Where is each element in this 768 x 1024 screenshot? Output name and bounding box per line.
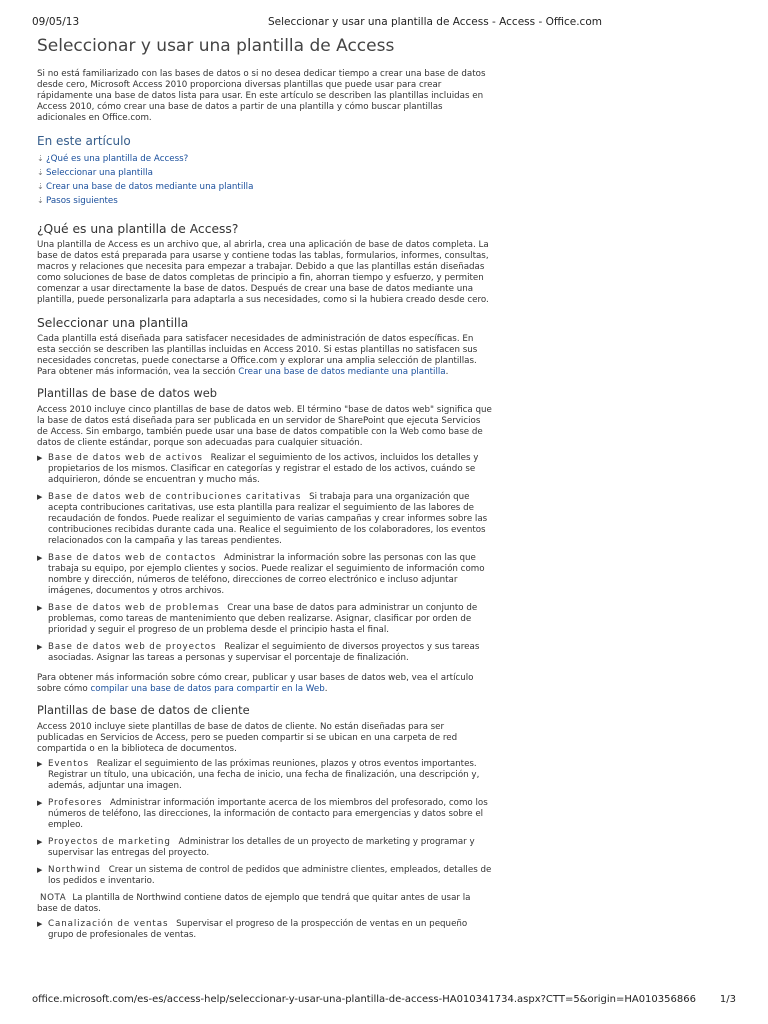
- template-description: Realizar el seguimiento de diversos proyectos y sus tareas asociadas. Asignar las tareas a personas y supervisar el porcentaje de finalización.: [48, 642, 480, 663]
- note-label: NOTA: [40, 893, 67, 903]
- toc-link-crear[interactable]: [37, 180, 493, 194]
- list-item: [37, 492, 493, 547]
- list-item: [37, 553, 493, 597]
- template-name: Base de datos web de contactos: [48, 553, 217, 563]
- intro-paragraph: Si no está familiarizado con las bases de datos o si no desea dedicar tiempo a crear una base de datos desde cero, Microsoft Access 2010 proporciona diversas plantillas que puede usar para crear rápidamente una base de datos lista para usar. En este artículo se describen las plantillas incluidas en Access 2010, cómo crear una base de datos a partir de una plantilla y cómo buscar plantillas adicionales en Office.com.: [37, 69, 486, 123]
- toc-link-seleccionar[interactable]: [37, 166, 493, 180]
- bullet-triangle-icon: ▶: [37, 493, 43, 501]
- template-name: Base de datos web de contribuciones caritativas: [48, 492, 302, 502]
- print-page-number: 1/3: [719, 994, 736, 1005]
- article: [37, 36, 493, 947]
- template-description: Administrar la información sobre las personas con las que trabaja su equipo, por ejemplo clientes y socios. Puede realizar el seguimiento de información como nombre y dirección, números de teléfono, direcciones de correo electrónico e incluso adjuntar imágenes, documentos y otros archivos.: [48, 553, 485, 596]
- web-more-paragraph: [37, 673, 493, 695]
- template-description: Crear una base de datos para administrar un conjunto de problemas, como tareas de mantenimiento que deben realizarse. Asignar, clasificar por orden de prioridad y seguir el progreso de un problema desde el principio hasta el final.: [48, 603, 478, 635]
- print-url: office.microsoft.com/es-es/access-help/seleccionar-y-usar-una-plantilla-de-access-HA010341734.aspx?CTT=5&origin=HA010356866: [32, 994, 696, 1005]
- section-paragraph-seleccionar: [37, 334, 493, 378]
- template-name: Base de datos web de proyectos: [48, 642, 217, 652]
- template-description: Realizar el seguimiento de las próximas reuniones, plazos y otros eventos importantes. Registrar un título, una ubicación, una fecha de inicio, una fecha de finalización, una descripción y, además, adjuntar una imagen.: [48, 759, 480, 791]
- arrow-down-icon: ⇣: [37, 196, 44, 205]
- section-paragraph-que-es: Una plantilla de Access es un archivo que, al abrirla, crea una aplicación de base de datos completa. La base de datos está preparada para usarse y contiene todas las tablas, formularios, informes, consultas, macros y relaciones que necesita para empezar a trabajar. Debido a que las plantillas están diseñadas como soluciones de base de datos completas de principio a fin, ahorran tiempo y esfuerzo, y permiten comenzar a usar directamente la base de datos. Después de crear una base de datos mediante una plantilla, puede personalizarla para adaptarla a sus necesidades, como si la hubiera creado desde cero.: [37, 240, 489, 305]
- toc-link-label: Crear una base de datos mediante una plantilla: [46, 182, 254, 192]
- template-name: Base de datos web de problemas: [48, 603, 220, 613]
- template-description: Administrar los detalles de un proyecto de marketing y programar y supervisar las entregas del proyecto.: [48, 837, 475, 858]
- table-of-contents: [37, 152, 493, 208]
- list-item: [37, 759, 493, 792]
- list-item: [37, 603, 493, 636]
- toc-link-que-es[interactable]: [37, 152, 493, 166]
- print-header: [32, 16, 736, 30]
- paragraph-end: .: [324, 684, 328, 694]
- toc-link-label: Seleccionar una plantilla: [46, 168, 153, 178]
- bullet-triangle-icon: ▶: [37, 838, 43, 846]
- section-heading-que-es: ¿Qué es una plantilla de Access?: [37, 222, 239, 236]
- web-templates-list: [37, 453, 493, 664]
- link-compilar-web[interactable]: compilar una base de datos para compartir en la Web: [90, 684, 325, 694]
- bullet-triangle-icon: ▶: [37, 454, 43, 462]
- bullet-triangle-icon: ▶: [37, 554, 43, 562]
- template-description: Realizar el seguimiento de los activos, incluidos los detalles y propietarios de los mismos. Clasificar en categorías y registrar el estado de los activos, cuándo se adquirieron, dónde se encuentran y mucho más.: [48, 453, 479, 485]
- bullet-triangle-icon: ▶: [37, 866, 43, 874]
- template-description: Si trabaja para una organización que acepta contribuciones caritativas, use esta plantilla para realizar el seguimiento de las labores de recaudación de fondos. Puede realizar el seguimiento de varias campañas y crear informes sobre las contribuciones recibidas durante cada una. Realice el seguimiento de los colaboradores, los eventos relacionados con la campaña y las tareas pendientes.: [48, 492, 488, 546]
- list-item: [37, 642, 493, 664]
- toc-link-pasos[interactable]: [37, 194, 493, 208]
- article-title: Seleccionar y usar una plantilla de Access: [37, 36, 395, 56]
- paragraph-text: Para obtener más información sobre cómo crear, publicar y usar bases de datos web, vea el artículo sobre cómo: [37, 673, 474, 694]
- template-name: Base de datos web de activos: [48, 453, 203, 463]
- template-name: Canalización de ventas: [48, 919, 169, 929]
- list-item: [37, 837, 493, 859]
- client-templates-list: [37, 759, 493, 887]
- bullet-triangle-icon: ▶: [37, 799, 43, 807]
- list-item: [37, 919, 493, 941]
- subsection-paragraph-cliente: Access 2010 incluye siete plantillas de base de datos de cliente. No están diseñadas para ser publicadas en Servicios de Access, pero se pueden compartir si se ubican en una carpeta de red compartida o en la biblioteca de documentos.: [37, 722, 458, 754]
- subsection-paragraph-web: Access 2010 incluye cinco plantillas de base de datos web. El término "base de datos web" significa que la base de datos está diseñada para ser publicada en un servidor de SharePoint que ejecuta Servicios de Access. Sin embargo, también puede usar una base de datos compatible con la Web como base de datos de cliente estándar, porque son adecuadas para cualquier situación.: [37, 405, 492, 448]
- list-item: [37, 453, 493, 486]
- list-item: [37, 865, 493, 887]
- toc-link-label: ¿Qué es una plantilla de Access?: [46, 154, 189, 164]
- link-crear-base-datos[interactable]: Crear una base de datos mediante una plantilla: [238, 367, 446, 377]
- arrow-down-icon: ⇣: [37, 154, 44, 163]
- client-templates-list-continued: [37, 919, 493, 941]
- bullet-triangle-icon: ▶: [37, 920, 43, 928]
- toc-link-label: Pasos siguientes: [46, 196, 118, 206]
- bullet-triangle-icon: ▶: [37, 604, 43, 612]
- arrow-down-icon: ⇣: [37, 168, 44, 177]
- bullet-triangle-icon: ▶: [37, 760, 43, 768]
- note-text: La plantilla de Northwind contiene datos de ejemplo que tendrá que quitar antes de usar la base de datos.: [37, 893, 471, 914]
- note: [37, 893, 493, 915]
- template-description: Supervisar el progreso de la prospección de ventas en un pequeño grupo de profesionales de ventas.: [48, 919, 468, 940]
- template-description: Administrar información importante acerca de los miembros del profesorado, como los números de teléfono, las direcciones, la información de contacto para emergencias y datos sobre el empleo.: [48, 798, 488, 830]
- print-page-title: Seleccionar y usar una plantilla de Access - Access - Office.com: [268, 16, 602, 28]
- template-name: Eventos: [48, 759, 90, 769]
- section-heading-seleccionar: Seleccionar una plantilla: [37, 316, 189, 330]
- print-date: 09/05/13: [32, 16, 80, 28]
- subsection-heading-cliente: Plantillas de base de datos de cliente: [37, 703, 250, 717]
- print-footer: [32, 994, 736, 1008]
- bullet-triangle-icon: ▶: [37, 643, 43, 651]
- paragraph-end: .: [445, 367, 449, 377]
- arrow-down-icon: ⇣: [37, 182, 44, 191]
- paragraph-text: Cada plantilla está diseñada para satisfacer necesidades de administración de datos específicas. En esta sección se describen las plantillas incluidas en Access 2010. Si estas plantillas no satisfacen sus necesidades concretas, puede conectarse a Office.com y explorar una amplia selección de plantillas. Para obtener más información, vea la sección: [37, 334, 478, 377]
- subsection-heading-web: Plantillas de base de datos web: [37, 386, 217, 400]
- list-item: [37, 798, 493, 831]
- template-description: Crear un sistema de control de pedidos que administre clientes, empleados, detalles de los pedidos e inventario.: [48, 865, 492, 886]
- template-name: Proyectos de marketing: [48, 837, 171, 847]
- toc-heading: En este artículo: [37, 134, 131, 148]
- template-name: Profesores: [48, 798, 103, 808]
- template-name: Northwind: [48, 865, 101, 875]
